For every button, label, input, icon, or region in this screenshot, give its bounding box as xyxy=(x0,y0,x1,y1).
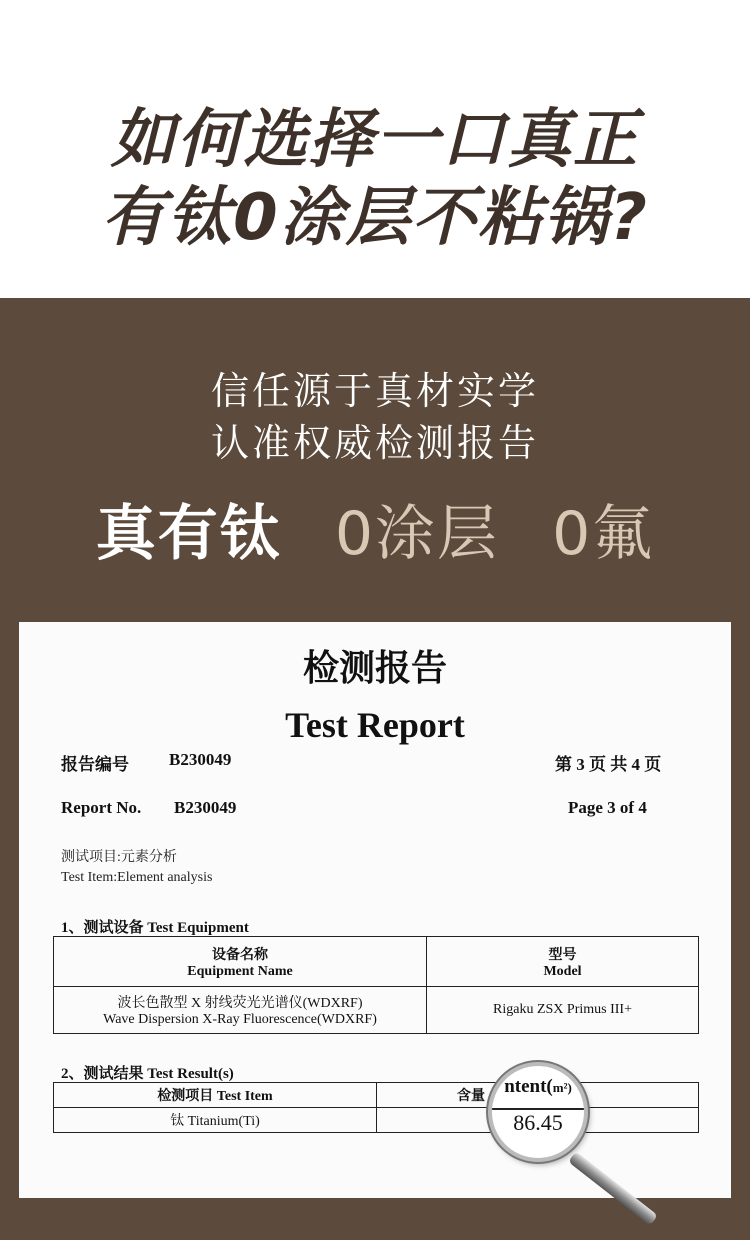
headline-line-1: 如何选择一口真正 xyxy=(111,103,639,177)
tag-zero-coating: 0涂层 xyxy=(334,499,499,569)
report-number-cn-value: B230049 xyxy=(169,750,232,769)
test-item-en: Test Item:Element analysis xyxy=(61,870,213,885)
magnifier-value: 86.45 xyxy=(513,1110,563,1135)
model-value: Rigaku ZSX Primus III+ xyxy=(427,987,699,1034)
section-test-equipment: 1、测试设备 Test Equipment xyxy=(61,920,249,936)
report-page-en: Page 3 of 4 xyxy=(568,798,647,817)
report-number-en-value: B230049 xyxy=(174,798,237,817)
magnifier-unit: m²) xyxy=(552,1080,572,1095)
report-number-cn-label: 报告编号 xyxy=(61,755,129,774)
section-test-results: 2、测试结果 Test Result(s) xyxy=(61,1066,234,1082)
model-header-en: Model xyxy=(543,963,582,979)
tag-real-titanium: 真有钛 xyxy=(95,499,282,569)
equipment-name-cell xyxy=(54,987,427,1034)
feature-tags xyxy=(0,500,750,568)
magnifier-header xyxy=(492,1076,584,1098)
magnifier-header-text: ntent( xyxy=(504,1076,553,1097)
report-title-en: Test Report xyxy=(285,705,465,745)
results-table xyxy=(53,1082,699,1133)
model-header xyxy=(427,937,699,987)
magnifier-icon xyxy=(488,1062,588,1162)
model-header-cn: 型号 xyxy=(548,947,577,963)
report-title-cn: 检测报告 xyxy=(302,648,447,689)
test-report-document xyxy=(19,622,731,1198)
tag-zero-fluorine: 0氟 xyxy=(552,499,655,569)
result-content-header: 含量 xyxy=(377,1083,699,1108)
headline-line-2: 有钛0涂层不粘锅? xyxy=(101,181,649,255)
report-number-en-label: Report No. xyxy=(61,798,142,817)
test-item-cn: 测试项目:元素分析 xyxy=(61,850,177,865)
equipment-name-cn: 波长色散型 X 射线荧光光谱仪(WDXRF) xyxy=(117,996,363,1011)
report-page-cn: 第 3 页 共 4 页 xyxy=(555,755,662,774)
result-item-titanium: 钛 Titanium(Ti) xyxy=(54,1108,377,1133)
subtitle-line-1: 信任源于真材实学 xyxy=(210,369,539,413)
equipment-table xyxy=(53,936,699,1034)
equipment-name-en: Wave Dispersion X-Ray Fluorescence(WDXRF) xyxy=(103,1012,377,1027)
headline-section xyxy=(0,0,750,298)
result-item-header: 检测项目 Test Item xyxy=(54,1083,377,1108)
equipment-name-header xyxy=(54,937,427,987)
equipment-name-header-en: Equipment Name xyxy=(187,963,293,979)
subtitle-line-2: 认准权威检测报告 xyxy=(210,421,539,465)
equipment-name-header-cn: 设备名称 xyxy=(212,947,268,963)
